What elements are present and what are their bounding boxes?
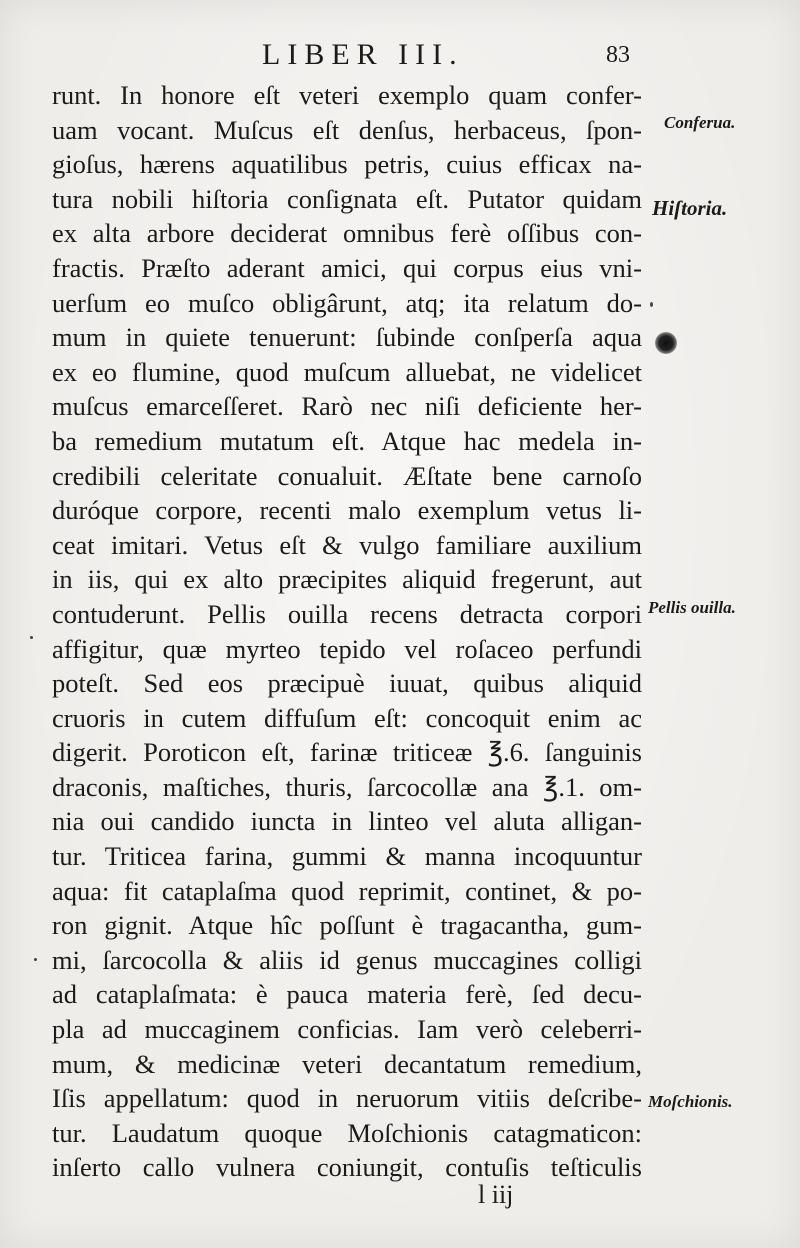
text-line: mi, ſarcocolla & aliis id genus muccagines colligi: [52, 944, 642, 975]
margin-note-moschionis: Moſchionis.: [648, 1092, 733, 1111]
text-line: ron gignit. Atque hîc poſſunt è tragacantha, gum-: [52, 910, 642, 941]
margin-note-historia: Hiſtoria.: [652, 196, 728, 220]
text-line: runt. In honore eſt veteri exemplo quam confer-: [52, 80, 642, 110]
text-line: digerit. Poroticon eſt, farinæ triticeæ ℥.6. ſanguinis: [52, 737, 642, 768]
text-line: tura nobili hiſtoria conſignata eſt. Putator quidam: [52, 183, 642, 214]
text-line: ba remedium mutatum eſt. Atque hac medela in-: [52, 425, 642, 456]
text-line: draconis, maſtiches, thuris, ſarcocollæ ana ℥.1. om-: [52, 771, 642, 802]
text-line: inſerto callo vulnera coniungit, contuſis teſticulis: [52, 1152, 642, 1183]
text-line: pla ad muccaginem conficias. Iam verò celeberri-: [52, 1014, 642, 1045]
margin-note-conferua: Conferua.: [664, 113, 736, 132]
text-line: tur. Laudatum quoque Moſchionis catagmaticon:: [52, 1117, 642, 1148]
text-line: poteſt. Sed eos præcipuè iuuat, quibus aliquid: [52, 668, 642, 699]
text-line: Iſis appellatum: quod in neruorum vitiis deſcribe-: [52, 1083, 642, 1114]
text-line: ceat imitari. Vetus eſt & vulgo familiare auxilium: [52, 529, 642, 560]
text-line: in iis, qui ex alto præcipites aliquid fregerunt, aut: [52, 564, 642, 595]
text-line: gioſus, hærens aquatilibus petris, cuius efficax na-: [52, 149, 642, 180]
text-line: fractis. Præſto aderant amici, qui corpus eius vni-: [52, 252, 642, 283]
text-line: nia oui candido iuncta in linteo vel aluta alligan-: [52, 806, 642, 837]
text-line: ex eo flumine, quod muſcum alluebat, ne videlicet: [52, 356, 642, 387]
text-line: duróque corpore, recenti malo exemplum vetus li-: [52, 495, 642, 526]
text-line: ex alta arbore deciderat omnibus ferè oſſibus con-: [52, 218, 642, 249]
text-line: affigitur, quæ myrteo tepido vel roſaceo perfundi: [52, 633, 642, 664]
margin-note-pellis-ouilla: Pellis ouilla.: [648, 598, 736, 617]
text-line: tur. Triticea farina, gummi & manna incoquuntur: [52, 841, 642, 872]
text-line: mum in quiete tenuerunt: ſubinde conſperſa aqua: [52, 322, 642, 353]
text-line: contuderunt. Pellis ouilla recens detracta corpori: [52, 598, 642, 629]
text-line: ad cataplaſmata: è pauca materia ferè, ſed decu-: [52, 979, 642, 1010]
text-line: uerſum eo muſco obligârunt, atq; ita relatum do-: [52, 287, 642, 318]
text-line: mum, & medicinæ veteri decantatum remedium,: [52, 1048, 642, 1079]
page-number: 83: [606, 42, 630, 68]
book-title: LIBER III.: [262, 38, 464, 71]
text-line: cruoris in cutem diffuſum eſt: concoquit enim ac: [52, 702, 642, 733]
text-line: muſcus emarceſſeret. Rarò nec niſi deficiente her-: [52, 391, 642, 422]
text-line: uam vocant. Muſcus eſt denſus, herbaceus, ſpon-: [52, 114, 642, 145]
text-line: aqua: fit cataplaſma quod reprimit, continet, & po-: [52, 875, 642, 906]
signature-mark: l iij: [478, 1180, 514, 1209]
text-line: credibili celeritate conualuit. Æſtate bene carnoſo: [52, 460, 642, 491]
